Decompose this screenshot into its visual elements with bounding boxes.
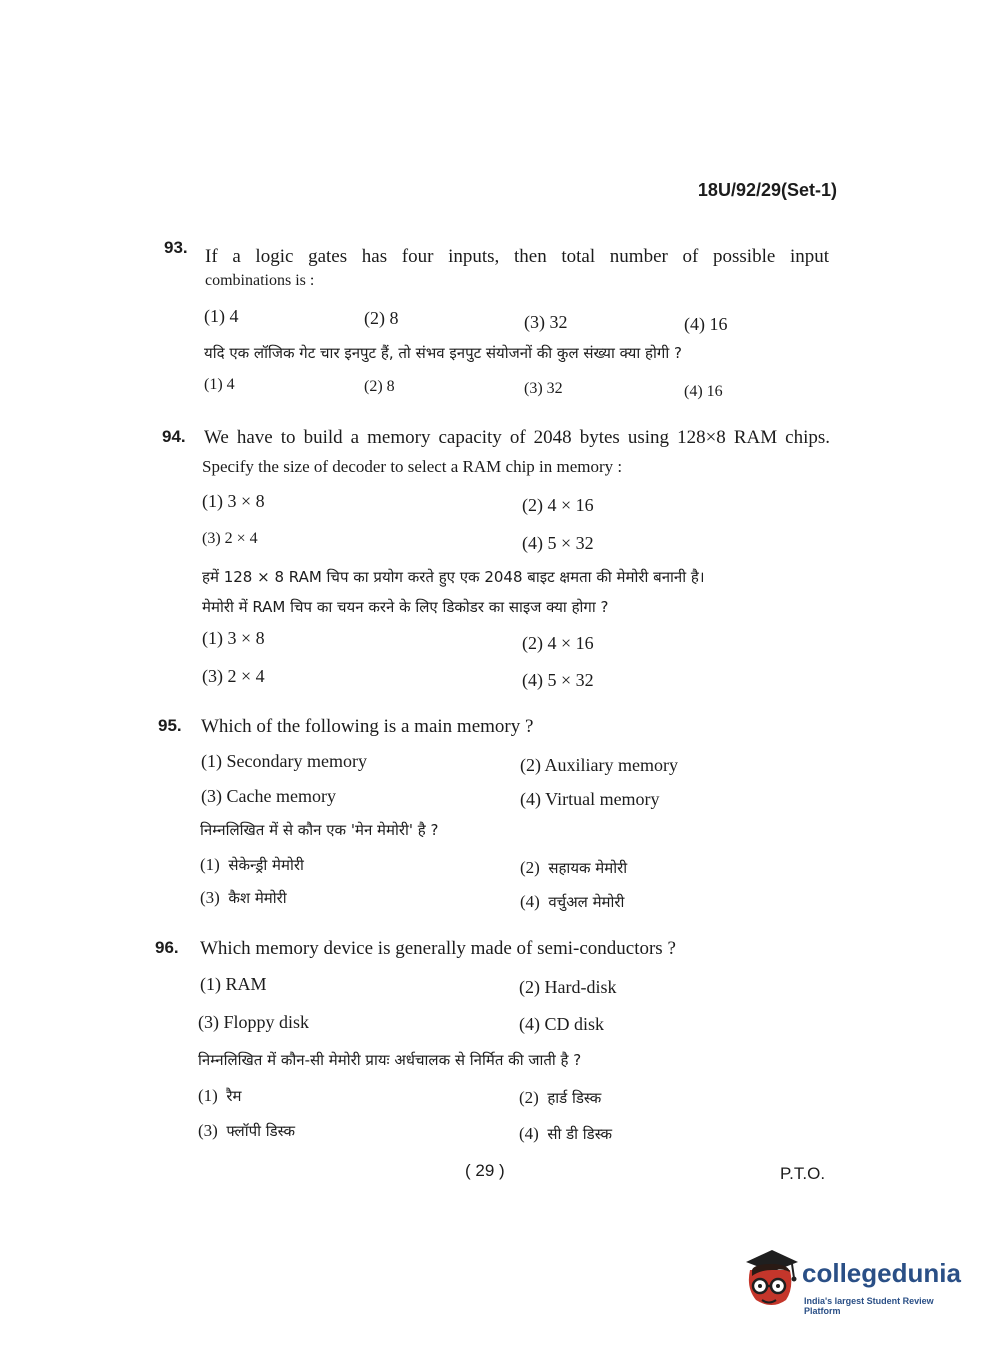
question-94-text-line2: Specify the size of decoder to select a RAM chip in memory :: [202, 457, 623, 476]
q94-option-2: (2) 4 × 16: [522, 495, 594, 515]
logo-wordmark: collegedunia: [802, 1258, 961, 1288]
q96-hindi-option-3-text: फ्लॉपी डिस्क: [226, 1122, 296, 1140]
q95-hindi-option-4: [520, 892, 624, 912]
q94-hindi-option-4: (4) 5 × 32: [522, 670, 594, 690]
mascot-icon: [742, 1248, 800, 1314]
q94-option-1: (1) 3 × 8: [202, 491, 265, 511]
q93-option-4: (4) 16: [684, 314, 728, 334]
question-93-text-line2: combinations is :: [205, 272, 315, 289]
pto-label: P.T.O.: [780, 1164, 826, 1183]
q95-hindi-option-2: [520, 858, 627, 878]
q95-hindi-option-3-num: (3): [200, 888, 220, 907]
q95-option-1: (1) Secondary memory: [201, 751, 367, 771]
logo-tagline: India's largest Student Review Platform: [804, 1296, 934, 1316]
question-number-93: 93.: [164, 238, 188, 257]
question-93-hindi-text: यदि एक लॉजिक गेट चार इनपुट हैं, तो संभव इनपुट संयोजनों की कुल संख्या क्या होगी ?: [204, 344, 682, 362]
question-number-94: 94.: [162, 427, 186, 446]
q96-hindi-option-4: [519, 1124, 612, 1144]
q93-hindi-option-1: (1) 4: [204, 376, 235, 393]
question-93-text-line1: If a logic gates has four inputs, then total number of possible input: [205, 246, 829, 267]
question-number-96: 96.: [155, 938, 179, 957]
q96-option-4: (4) CD disk: [519, 1014, 604, 1034]
q95-option-3: (3) Cache memory: [201, 786, 336, 806]
q96-hindi-option-3-num: (3): [198, 1121, 218, 1140]
q93-hindi-option-2: (2) 8: [364, 378, 395, 395]
q96-hindi-option-4-text: सी डी डिस्क: [547, 1125, 613, 1143]
q93-option-2: (2) 8: [364, 308, 399, 328]
q95-option-2: (2) Auxiliary memory: [520, 755, 678, 775]
q94-option-4: (4) 5 × 32: [522, 533, 594, 553]
question-96-text: Which memory device is generally made of semi-conductors ?: [200, 938, 676, 959]
q96-hindi-option-2-num: (2): [519, 1088, 539, 1107]
page-number: ( 29 ): [465, 1161, 505, 1180]
question-95-text: Which of the following is a main memory ?: [201, 716, 534, 737]
q93-hindi-option-4: (4) 16: [684, 383, 723, 400]
q95-hindi-option-1-num: (1): [200, 855, 220, 874]
q95-hindi-option-1-text: सेकेन्ड्री मेमोरी: [228, 856, 304, 874]
question-94-hindi-line2: मेमोरी में RAM चिप का चयन करने के लिए डिकोडर का साइज क्या होगा ?: [202, 598, 609, 616]
q96-hindi-option-1-text: रैम: [226, 1087, 242, 1105]
question-96-hindi-text: निम्नलिखित में कौन-सी मेमोरी प्रायः अर्धचालक से निर्मित की जाती है ?: [198, 1051, 582, 1069]
q95-hindi-option-3: [200, 888, 287, 908]
q96-hindi-option-3: [198, 1121, 295, 1141]
q96-option-1: (1) RAM: [200, 974, 267, 994]
q96-hindi-option-1-num: (1): [198, 1086, 218, 1105]
q96-hindi-option-2-text: हार्ड डिस्क: [547, 1089, 602, 1107]
q95-hindi-option-2-text: सहायक मेमोरी: [548, 859, 628, 877]
q93-hindi-option-3: (3) 32: [524, 380, 563, 397]
question-94-text-line1: We have to build a memory capacity of 2048 bytes using 128×8 RAM chips.: [204, 427, 830, 448]
q96-option-3: (3) Floppy disk: [198, 1012, 310, 1032]
q96-hindi-option-4-num: (4): [519, 1124, 539, 1143]
q93-option-3: (3) 32: [524, 312, 568, 332]
q96-hindi-option-2: [519, 1088, 601, 1108]
q94-hindi-option-3: (3) 2 × 4: [202, 666, 265, 686]
q95-hindi-option-4-num: (4): [520, 892, 540, 911]
q94-hindi-option-2: (2) 4 × 16: [522, 633, 594, 653]
collegedunia-logo: [742, 1248, 972, 1314]
q95-hindi-option-1: [200, 855, 304, 875]
q96-hindi-option-1: [198, 1086, 241, 1106]
q95-hindi-option-4-text: वर्चुअल मेमोरी: [548, 893, 625, 911]
question-number-95: 95.: [158, 716, 182, 735]
q93-option-1: (1) 4: [204, 306, 239, 326]
q95-option-4: (4) Virtual memory: [520, 789, 660, 809]
q95-hindi-option-2-num: (2): [520, 858, 540, 877]
paper-code: 18U/92/29(Set-1): [697, 180, 837, 200]
q94-hindi-option-1: (1) 3 × 8: [202, 628, 265, 648]
q95-hindi-option-3-text: कैश मेमोरी: [228, 889, 287, 907]
question-94-hindi-line1: हमें 128 × 8 RAM चिप का प्रयोग करते हुए एक 2048 बाइट क्षमता की मेमोरी बनानी है।: [202, 568, 705, 586]
q94-option-3: (3) 2 × 4: [202, 530, 258, 547]
question-95-hindi-text: निम्नलिखित में से कौन एक 'मेन मेमोरी' है ?: [200, 821, 439, 839]
q96-option-2: (2) Hard-disk: [519, 977, 617, 997]
